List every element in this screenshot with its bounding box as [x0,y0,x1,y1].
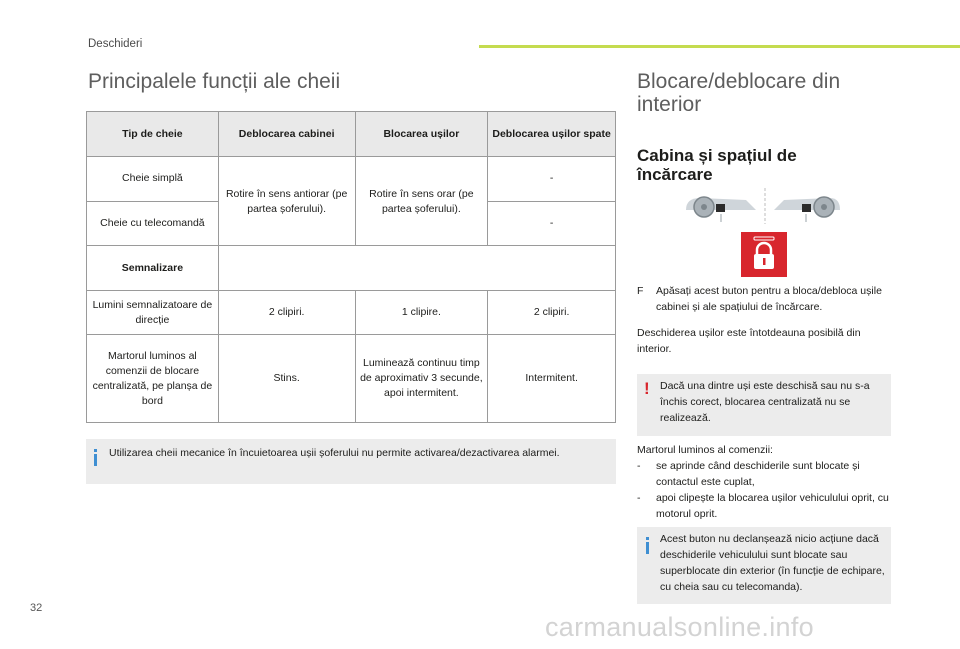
info-box [637,527,891,604]
table-cell: Martorul luminos al comenzii de blocare centralizată, pe planșa de bord [87,335,219,423]
info-icon [646,537,649,554]
central-locking-illustration [678,186,844,278]
table-section-label: Semnalizare [87,246,219,291]
subheading-line: Cabina și spațiul de [637,146,797,165]
lock-button[interactable] [741,232,787,277]
table-cell: Luminează continuu timp de aproximativ 3 secunde, apoi intermitent. [355,335,488,423]
table-cell: Rotire în sens orar (pe partea șoferului). [355,157,488,246]
table-cell: Lumini semnalizatoare de direcție [87,291,219,335]
list-item-text: se aprinde când deschiderile sunt blocate și contactul este cuplat, [656,460,860,488]
warning-text: Dacă una dintre uși este deschisă sau nu s-a închis corect, blocarea centralizată nu se realizează. [660,380,870,424]
table-cell: Cheie cu telecomandă [87,202,219,246]
table-row [87,246,616,291]
subheading-line: încărcare [637,165,713,184]
table-header-row [87,112,616,157]
watermark: carmanualsonline.info [545,612,814,642]
lamp-intro: Martorul luminos al comenzii: [637,444,773,456]
list-item: - apoi clipește la blocarea ușilor vehiculului oprit, cu motorul oprit. [637,492,889,520]
key-functions-table [86,111,616,423]
table-cell [218,246,615,291]
bullet-marker: F [637,285,644,297]
warning-box [637,374,891,436]
lock-button-instruction [637,283,892,315]
note-text: Utilizarea cheii mecanice în încuietoarea ușii șoferului nu permite activarea/dezactivarea alarmei. [109,447,560,459]
left-hand-drive-panel [686,197,756,222]
lock-unlock-heading [637,70,840,116]
table-header: Deblocarea cabinei [218,112,355,157]
page-number: 32 [30,602,43,614]
mechanical-key-note [86,439,616,484]
table-row [87,291,616,335]
table-cell: Cheie simplă [87,157,219,202]
doors-open-paragraph: Deschiderea ușilor este întotdeauna posibilă din interior. [637,327,861,355]
table-cell: 1 clipire. [355,291,488,335]
table-row [87,335,616,423]
info-icon [94,449,97,466]
bullet-text: Apăsați acest buton pentru a bloca/debloca ușile cabinei și ale spațiului de încărcare. [656,285,882,313]
table-cell: Rotire în sens antiorar (pe partea șoferului). [218,157,355,246]
table-cell: Stins. [218,335,355,423]
table-cell: 2 clipiri. [488,291,616,335]
table-cell: - [488,157,616,202]
header-accent-bar [479,45,960,48]
table-header: Blocarea ușilor [355,112,488,157]
heading-line: Blocare/deblocare din [637,70,841,93]
warning-lamp-description [637,442,897,522]
table-cell: 2 clipiri. [218,291,355,335]
list-item-text: apoi clipește la blocarea ușilor vehiculului oprit, cu motorul oprit. [656,492,889,520]
table-header: Tip de cheie [87,112,219,157]
heading-line: interior [637,93,702,116]
table-header: Deblocarea ușilor spate [488,112,616,157]
key-functions-heading: Principalele funcții ale cheii [88,70,341,93]
list-item: - se aprinde când deschiderile sunt blocate și contactul este cuplat, [637,460,860,488]
info-text: Acest buton nu declanșează nicio acțiune dacă deschiderile vehiculului sunt blocate sau superblocate din exterior (în funcție de echipare, cu cheia sau cu telecomanda). [660,533,885,593]
section-title: Deschideri [88,38,143,50]
table-cell: Intermitent. [488,335,616,423]
right-hand-drive-panel [774,197,840,222]
table-row [87,157,616,202]
cab-and-cargo-subheading [637,146,797,184]
warning-icon: ! [644,379,650,398]
table-cell: - [488,202,616,246]
